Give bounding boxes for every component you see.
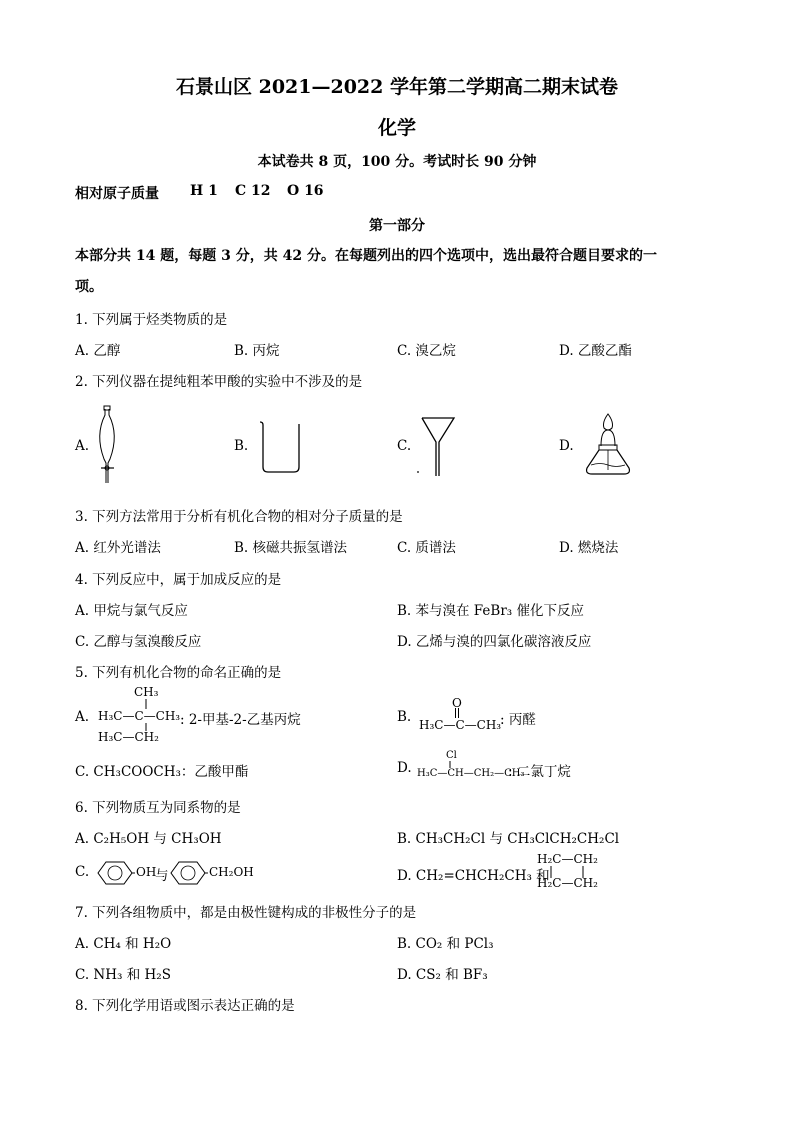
part-heading: 第一部分	[369, 218, 425, 234]
q5-stem: 5. 下列有机化合物的命名正确的是	[75, 665, 282, 681]
q5a-main-chain: H₃C—C—CH₃	[98, 709, 181, 723]
beaker-icon	[258, 420, 304, 474]
q4-option-b: B. 苯与溴在 FeBr₃ 催化下反应	[397, 603, 584, 619]
q5d-bond	[449, 761, 451, 768]
q8-stem: 8. 下列化学用语或图示表达正确的是	[75, 998, 295, 1014]
atomic-mass-label: 相对原子质量	[75, 186, 159, 202]
q7-stem: 7. 下列各组物质中，都是由极性键构成的非极性分子的是	[75, 905, 417, 921]
subject-title: 化学	[377, 117, 416, 139]
q5d-chlorine: Cl	[446, 750, 457, 761]
q3-option-d: D. 燃烧法	[559, 540, 619, 556]
q4-option-d: D. 乙烯与溴的四氯化碳溶液反应	[397, 634, 592, 650]
q2-label-d: D.	[559, 438, 574, 454]
q1-option-c: C. 溴乙烷	[397, 343, 456, 359]
exam-title: 石景山区 2021—2022 学年第二学期高二期末试卷	[176, 76, 618, 98]
q3-stem: 3. 下列方法常用于分析有机化合物的相对分子质量的是	[75, 509, 403, 525]
part-intro-line1: 本部分共 14 题，每题 3 分，共 42 分。在每题列出的四个选项中，选出最符合题目要求的一	[75, 248, 657, 264]
q1-option-a: A. 乙醇	[75, 343, 121, 359]
q6c-ch2oh: CH₂OH	[209, 865, 254, 879]
q5a-ch3-top: CH₃	[134, 685, 159, 699]
atomic-mass-c: C 12	[235, 183, 271, 199]
q1-stem: 1. 下列属于烃类物质的是	[75, 312, 228, 328]
q5-label-b: B.	[397, 709, 412, 725]
q6c-connector: 与	[155, 868, 169, 884]
q7-option-c: C. NH₃ 和 H₂S	[75, 967, 171, 983]
q4-stem: 4. 下列反应中，属于加成反应的是	[75, 572, 282, 588]
q5-name-a: : 2-甲基-2-乙基丙烷	[180, 712, 301, 728]
funnel-icon	[420, 416, 456, 478]
q4-option-a: A. 甲烷与氯气反应	[75, 603, 188, 619]
q6d-ring-bottom: H₂C—CH₂	[537, 876, 598, 890]
separatory-funnel-icon	[92, 405, 124, 487]
q6-label-c: C.	[75, 864, 90, 880]
q5b-oxygen: O	[452, 696, 462, 710]
q6-stem: 6. 下列物质互为同系物的是	[75, 800, 241, 816]
q6-option-d: D. CH₂=CHCH₂CH₃ 和	[397, 868, 550, 884]
q5-name-d: : 二氯丁烷	[508, 764, 571, 780]
part-intro-line2: 项。	[75, 279, 103, 295]
q5b-chain: H₃C—C—CH₃	[419, 718, 502, 732]
atomic-mass-o: O 16	[287, 183, 324, 199]
q5-label-a: A.	[75, 709, 90, 725]
q2-stem: 2. 下列仪器在提纯粗苯甲酸的实验中不涉及的是	[75, 374, 363, 390]
q5d-chain: H₃C—CH—CH₂—CH₃	[417, 768, 525, 779]
q2-label-b: B.	[234, 438, 249, 454]
q7-option-b: B. CO₂ 和 PCl₃	[397, 936, 494, 952]
q5-option-c: C. CH₃COOCH₃：乙酸甲酯	[75, 764, 249, 780]
q5a-ethyl: H₃C—CH₂	[98, 730, 159, 744]
q5-name-b: : 丙醛	[500, 712, 536, 728]
q1-option-b: B. 丙烷	[234, 343, 280, 359]
benzyl-alcohol-ring-icon	[170, 860, 206, 886]
q3-option-b: B. 核磁共振氢谱法	[234, 540, 348, 556]
q5-label-d: D.	[397, 760, 412, 776]
q6-option-a: A. C₂H₅OH 与 CH₃OH	[75, 831, 222, 847]
q2-label-a: A.	[75, 438, 90, 454]
q3-option-c: C. 质谱法	[397, 540, 456, 556]
q5b-double-bond	[454, 708, 460, 718]
atomic-mass-h: H 1	[190, 183, 218, 199]
alcohol-lamp-icon	[582, 412, 634, 482]
q2-label-c: C.	[397, 438, 412, 454]
exam-info: 本试卷共 8 页，100 分。考试时长 90 分钟	[257, 154, 537, 170]
q1-option-d: D. 乙酸乙酯	[559, 343, 632, 359]
q6-option-b: B. CH₃CH₂Cl 与 CH₃ClCH₂CH₂Cl	[397, 831, 620, 847]
q5a-bond-top	[145, 699, 147, 709]
q6d-ring-top: H₂C—CH₂	[537, 852, 598, 866]
q3-option-a: A. 红外光谱法	[75, 540, 161, 556]
q6c-oh: OH	[136, 865, 157, 879]
q7-option-a: A. CH₄ 和 H₂O	[75, 936, 172, 952]
q4-option-c: C. 乙醇与氢溴酸反应	[75, 634, 202, 650]
phenol-benzene-ring-icon	[97, 860, 133, 886]
q7-option-d: D. CS₂ 和 BF₃	[397, 967, 488, 983]
